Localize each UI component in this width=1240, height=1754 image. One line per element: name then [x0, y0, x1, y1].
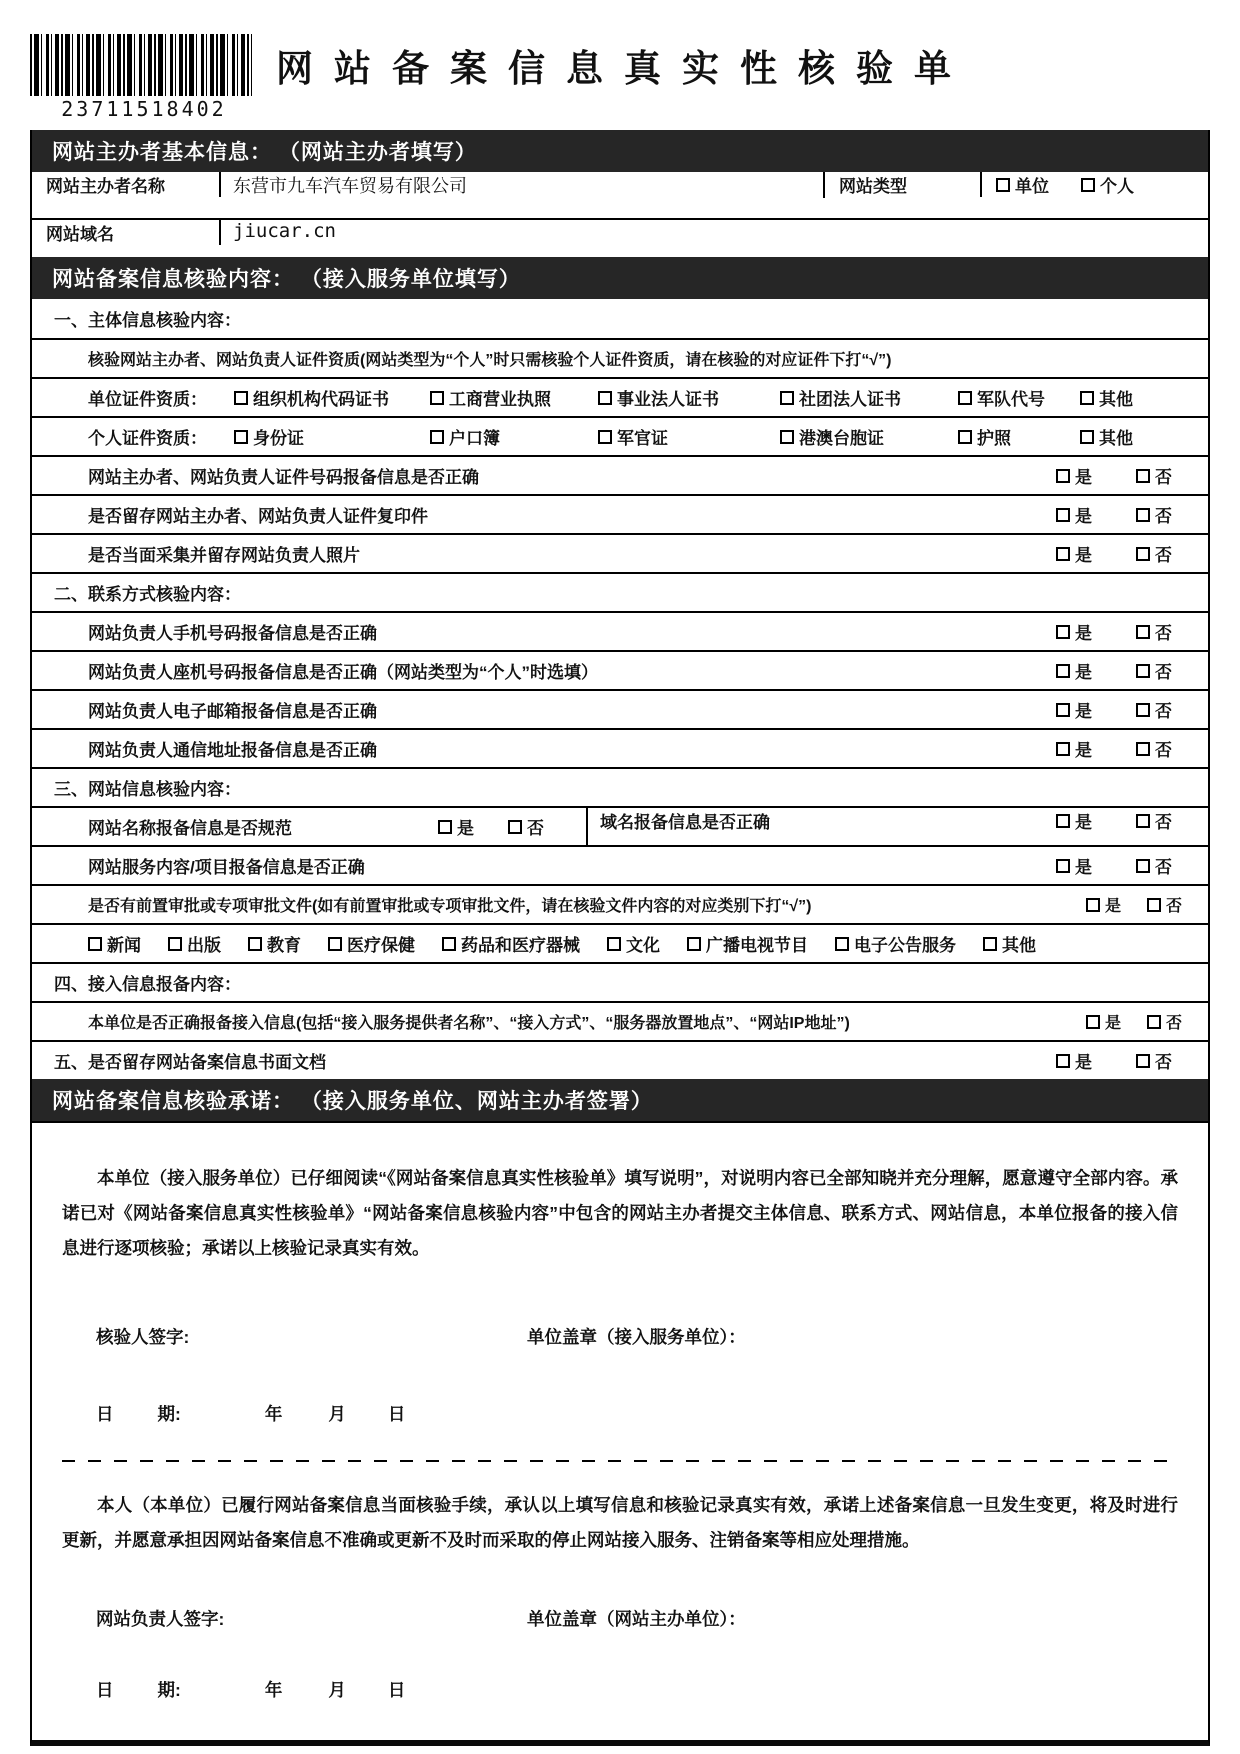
checkbox-unit-cert-institution[interactable]	[598, 391, 612, 405]
row-section1-title	[32, 299, 1208, 338]
row-photo	[32, 533, 1208, 572]
yes-no-group	[1056, 1048, 1208, 1073]
row-personal-cert	[32, 416, 1208, 455]
checkbox-approval-yes[interactable]	[1086, 898, 1100, 912]
date-month-label: 月	[328, 1404, 346, 1424]
question-approval: 是否有前置审批或专项审批文件(如有前置审批或专项审批文件，请在核验文件内容的对应类别下打“√”)	[88, 898, 812, 915]
category-option: 其他	[1002, 936, 1036, 955]
section1-title: 一、主体信息核验内容：	[54, 311, 241, 330]
checkbox-service-no[interactable]	[1136, 859, 1150, 873]
question-email: 网站负责人电子邮箱报备信息是否正确	[88, 702, 377, 721]
unit-cert-option: 社团法人证书	[799, 390, 901, 409]
domain-label: 网站域名	[32, 220, 221, 245]
category-option: 出版	[187, 936, 221, 955]
checkbox-address-no[interactable]	[1136, 742, 1150, 756]
site-name-cell	[32, 808, 588, 845]
checkbox-category-culture[interactable]	[607, 937, 621, 951]
site-type-label: 网站类型	[825, 172, 982, 197]
site-type-option-unit: 单位	[1015, 177, 1049, 196]
no-label: 否	[1165, 898, 1182, 915]
checkbox-mobile-no[interactable]	[1136, 625, 1150, 639]
row-approval	[32, 884, 1208, 923]
domain-correct-cell	[588, 808, 1208, 833]
date-word: 期:	[157, 1680, 181, 1700]
yes-label: 是	[1075, 468, 1092, 487]
no-label: 否	[1155, 468, 1172, 487]
unit-cert-option: 组织机构代码证书	[253, 390, 389, 409]
question-cert-number: 网站主办者、网站负责人证件号码报备信息是否正确	[88, 468, 479, 487]
unit-cert-option: 军队代号	[977, 390, 1045, 409]
checkbox-unit-cert-other[interactable]	[1080, 391, 1094, 405]
row-domain	[32, 218, 1208, 257]
checkbox-unit-cert-association[interactable]	[780, 391, 794, 405]
checkbox-category-education[interactable]	[248, 937, 262, 951]
category-option: 教育	[267, 936, 301, 955]
no-label: 否	[1155, 702, 1172, 721]
yes-no-group	[1056, 619, 1208, 644]
checkbox-personal-cert-hmt[interactable]	[780, 430, 794, 444]
checkbox-unit-cert-business-license[interactable]	[430, 391, 444, 405]
approval-category-options	[32, 931, 1036, 956]
personal-cert-option: 其他	[1099, 429, 1133, 448]
checkbox-cert-number-yes[interactable]	[1056, 469, 1070, 483]
date-month-label: 月	[328, 1680, 346, 1700]
yes-label: 是	[457, 819, 474, 838]
commitment-paragraph-isp: 本单位（接入服务单位）已仔细阅读“《网站备案信息真实性核验单》填写说明”，对说明内容已全部知晓并充分理解，愿意遵守全部内容。承诺已对《网站备案信息真实性核验单》“网站备案信息核验内容”中包含的网站主办者提交主体信息、联系方式、网站信息，本单位报备的接入信息进行逐项核验；承诺以上核验记录真实有效。	[62, 1168, 1178, 1258]
category-option: 医疗保健	[347, 936, 415, 955]
row-access-info	[32, 1001, 1208, 1040]
yes-label: 是	[1075, 1053, 1092, 1072]
checkbox-personal-cert-hukou[interactable]	[430, 430, 444, 444]
yes-no-group	[1056, 808, 1208, 833]
yes-no-group	[1056, 463, 1208, 488]
no-label: 否	[1155, 507, 1172, 526]
checkbox-site-type-personal[interactable]	[1081, 178, 1095, 192]
no-label: 否	[1155, 663, 1172, 682]
signature-row-site-manager	[62, 1606, 1178, 1631]
form-table	[30, 130, 1210, 1746]
row-section2-title	[32, 572, 1208, 611]
isp-stamp-label: 单位盖章（接入服务单位）：	[527, 1327, 746, 1347]
row-email	[32, 689, 1208, 728]
commitment-box	[32, 1121, 1208, 1740]
checkbox-access-yes[interactable]	[1086, 1015, 1100, 1029]
row-approval-categories	[32, 923, 1208, 962]
section5-question: 五、是否留存网站备案信息书面文档	[54, 1053, 326, 1072]
no-label: 否	[1155, 546, 1172, 565]
unit-cert-label: 单位证件资质：	[88, 390, 207, 409]
row-section4-title	[32, 962, 1208, 1001]
date-day-label: 日	[387, 1404, 406, 1424]
category-option: 药品和医疗器械	[461, 936, 580, 955]
yes-label: 是	[1104, 898, 1121, 915]
yes-label: 是	[1104, 1015, 1121, 1032]
checkbox-service-yes[interactable]	[1056, 859, 1070, 873]
organizer-name-value: 东营市九车汽车贸易有限公司	[221, 172, 825, 198]
checkbox-photo-no[interactable]	[1136, 547, 1150, 561]
form-sheet	[30, 28, 1210, 1746]
row-section5	[32, 1040, 1208, 1079]
checkbox-personal-cert-passport[interactable]	[958, 430, 972, 444]
section-header-basic-info: 网站主办者基本信息： （网站主办者填写）	[32, 130, 1208, 172]
no-label: 否	[1155, 741, 1172, 760]
personal-cert-option: 军官证	[617, 429, 668, 448]
checkbox-cert-copy-no[interactable]	[1136, 508, 1150, 522]
yes-label: 是	[1075, 507, 1092, 526]
personal-cert-option: 港澳台胞证	[799, 429, 884, 448]
checkbox-access-no[interactable]	[1147, 1015, 1161, 1029]
row-cert-copy	[32, 494, 1208, 533]
question-cert-copy: 是否留存网站主办者、网站负责人证件复印件	[88, 507, 428, 526]
signature-row-verifier	[62, 1324, 1178, 1349]
category-option: 文化	[626, 936, 660, 955]
question-service: 网站服务内容/项目报备信息是否正确	[88, 858, 365, 877]
row-sitename-domain	[32, 806, 1208, 845]
row-unit-cert	[32, 377, 1208, 416]
row-service	[32, 845, 1208, 884]
no-label: 否	[1155, 1053, 1172, 1072]
date-word: 日	[96, 1404, 114, 1424]
yes-no-group	[1086, 1010, 1208, 1033]
checkbox-email-yes[interactable]	[1056, 703, 1070, 717]
checkbox-domain-correct-no[interactable]	[1136, 814, 1150, 828]
site-type-options	[982, 172, 1208, 197]
category-option: 电子公告服务	[854, 936, 956, 955]
row-cert-number	[32, 455, 1208, 494]
barcode	[30, 28, 258, 121]
checkbox-personal-cert-military-officer[interactable]	[598, 430, 612, 444]
commitment-paragraph-organizer: 本人（本单位）已履行网站备案信息当面核验手续，承认以上填写信息和核验记录真实有效，承诺上述备案信息一旦发生变更，将及时进行更新，并愿意承担因网站备案信息不准确或更新不及时而采取的停止网站接入服务、注销备案等相应处理措施。	[62, 1495, 1178, 1550]
unit-cert-options	[32, 385, 1208, 410]
date-year-label: 年	[264, 1404, 283, 1424]
no-label: 否	[1155, 813, 1172, 832]
row-mobile	[32, 611, 1208, 650]
top-bar	[30, 28, 1210, 126]
question-domain-correct: 域名报备信息是否正确	[600, 813, 770, 832]
date-word: 期:	[157, 1404, 181, 1424]
checkbox-category-healthcare[interactable]	[328, 937, 342, 951]
organizer-name-label: 网站主办者名称	[32, 172, 221, 197]
checkbox-category-broadcast[interactable]	[687, 937, 701, 951]
unit-cert-option: 其他	[1099, 390, 1133, 409]
yes-label: 是	[1075, 702, 1092, 721]
question-mobile: 网站负责人手机号码报备信息是否正确	[88, 624, 377, 643]
checkbox-site-type-unit[interactable]	[996, 178, 1010, 192]
section2-title: 二、联系方式核验内容：	[54, 585, 241, 604]
personal-cert-option: 护照	[977, 429, 1011, 448]
category-option: 新闻	[107, 936, 141, 955]
question-site-name: 网站名称报备信息是否规范	[88, 819, 292, 838]
checkbox-site-name-yes[interactable]	[438, 820, 452, 834]
yes-label: 是	[1075, 741, 1092, 760]
checkbox-landline-no[interactable]	[1136, 664, 1150, 678]
yes-no-group	[1056, 502, 1208, 527]
checkbox-written-doc-no[interactable]	[1136, 1054, 1150, 1068]
section3-title: 三、网站信息核验内容：	[54, 780, 241, 799]
personal-cert-option: 身份证	[253, 429, 304, 448]
checkbox-personal-cert-id[interactable]	[234, 430, 248, 444]
row-cert-note	[32, 338, 1208, 377]
date-row-site-manager	[62, 1677, 1178, 1702]
row-organizer-name	[32, 172, 1208, 218]
checkbox-unit-cert-org-code[interactable]	[234, 391, 248, 405]
dashed-divider	[62, 1460, 1178, 1462]
section-header-commitment: 网站备案信息核验承诺： （接入服务单位、网站主办者签署）	[32, 1079, 1208, 1121]
question-photo: 是否当面采集并留存网站负责人照片	[88, 546, 360, 565]
yes-no-group	[1056, 736, 1208, 761]
checkbox-category-publishing[interactable]	[168, 937, 182, 951]
checkbox-approval-no[interactable]	[1147, 898, 1161, 912]
no-label: 否	[527, 819, 544, 838]
checkbox-category-bbs[interactable]	[835, 937, 849, 951]
no-label: 否	[1155, 624, 1172, 643]
yes-no-group	[1056, 697, 1208, 722]
question-address: 网站负责人通信地址报备信息是否正确	[88, 741, 377, 760]
barcode-icon	[30, 34, 252, 96]
no-label: 否	[1155, 858, 1172, 877]
date-word: 日	[96, 1680, 114, 1700]
yes-no-group	[1086, 893, 1208, 916]
yes-no-group	[1056, 658, 1208, 683]
checkbox-cert-number-no[interactable]	[1136, 469, 1150, 483]
checkbox-email-no[interactable]	[1136, 703, 1150, 717]
yes-label: 是	[1075, 624, 1092, 643]
domain-value: jiucar.cn	[233, 220, 336, 242]
checkbox-address-yes[interactable]	[1056, 742, 1070, 756]
checkbox-unit-cert-military[interactable]	[958, 391, 972, 405]
personal-cert-options	[32, 424, 1208, 449]
checkbox-category-other[interactable]	[983, 937, 997, 951]
date-year-label: 年	[264, 1680, 283, 1700]
yes-no-group	[1056, 853, 1208, 878]
checkbox-cert-copy-yes[interactable]	[1056, 508, 1070, 522]
row-landline	[32, 650, 1208, 689]
checkbox-domain-correct-yes[interactable]	[1056, 814, 1070, 828]
date-day-label: 日	[387, 1680, 406, 1700]
cert-note: 核验网站主办者、网站负责人证件资质(网站类型为“个人”时只需核验个人证件资质，请在核验的对应证件下打“√”)	[88, 352, 892, 369]
checkbox-written-doc-yes[interactable]	[1056, 1054, 1070, 1068]
barcode-number: 23711518402	[61, 97, 227, 121]
yes-label: 是	[1075, 858, 1092, 877]
verifier-signature-label: 核验人签字:	[96, 1327, 190, 1347]
yes-label: 是	[1075, 546, 1092, 565]
checkbox-photo-yes[interactable]	[1056, 547, 1070, 561]
checkbox-site-name-no[interactable]	[508, 820, 522, 834]
checkbox-personal-cert-other[interactable]	[1080, 430, 1094, 444]
yes-label: 是	[1075, 663, 1092, 682]
section-header-verification: 网站备案信息核验内容： （接入服务单位填写）	[32, 257, 1208, 299]
question-access-info: 本单位是否正确报备接入信息(包括“接入服务提供者名称”、“接入方式”、“服务器放置地点”、“网站IP地址”)	[88, 1015, 850, 1032]
checkbox-category-news[interactable]	[88, 937, 102, 951]
checkbox-landline-yes[interactable]	[1056, 664, 1070, 678]
row-section3-title	[32, 767, 1208, 806]
site-type-option-personal: 个人	[1100, 177, 1134, 196]
yes-label: 是	[1075, 813, 1092, 832]
personal-cert-option: 户口簿	[449, 429, 500, 448]
no-label: 否	[1165, 1015, 1182, 1032]
category-option: 广播电视节目	[706, 936, 808, 955]
question-landline: 网站负责人座机号码报备信息是否正确（网站类型为“个人”时选填）	[88, 663, 598, 682]
section4-title: 四、接入信息报备内容：	[54, 975, 241, 994]
yes-no-group	[1056, 541, 1208, 566]
yes-no-group	[438, 814, 586, 839]
row-address	[32, 728, 1208, 767]
unit-cert-option: 工商营业执照	[449, 390, 551, 409]
unit-cert-option: 事业法人证书	[617, 390, 719, 409]
checkbox-mobile-yes[interactable]	[1056, 625, 1070, 639]
personal-cert-label: 个人证件资质：	[88, 429, 207, 448]
site-manager-signature-label: 网站负责人签字:	[96, 1609, 225, 1629]
checkbox-category-pharma[interactable]	[442, 937, 456, 951]
date-row-verifier	[62, 1401, 1178, 1426]
organizer-stamp-label: 单位盖章（网站主办单位）：	[527, 1609, 746, 1629]
page-title: 网站备案信息真实性核验单	[276, 48, 972, 89]
